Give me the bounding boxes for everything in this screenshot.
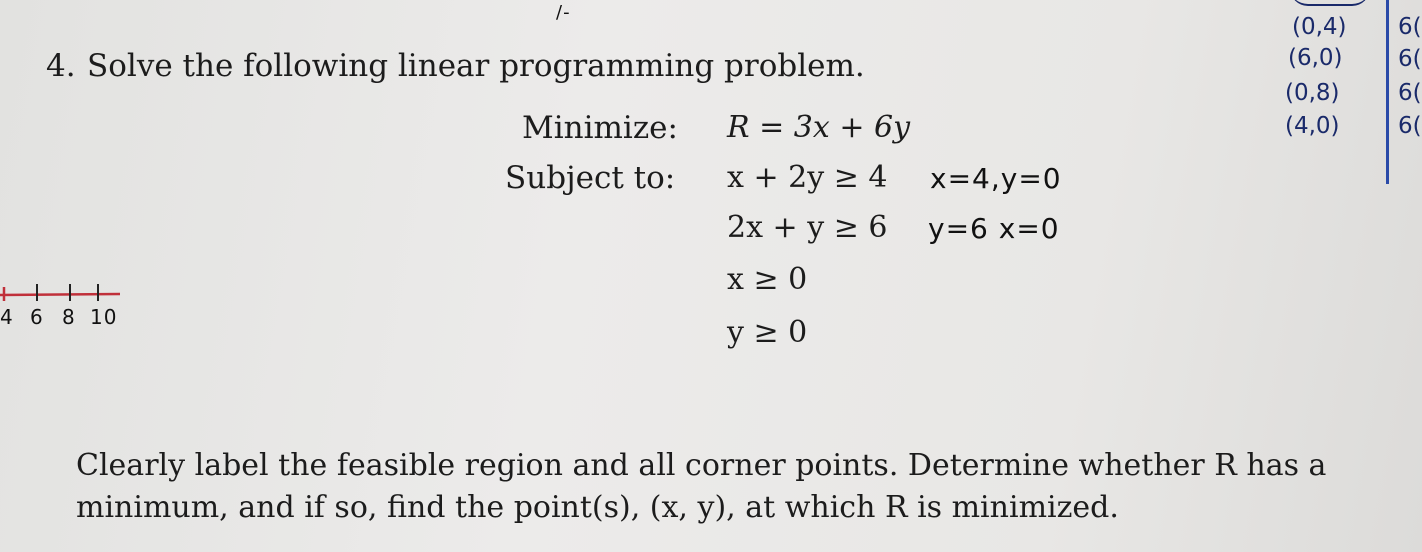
handwritten-partial-1: 6( (1398, 14, 1422, 40)
handwritten-cut-top (1290, 0, 1370, 6)
constraint-2: 2x + y ≥ 6 (727, 210, 888, 245)
subject-to-label: Subject to: (505, 160, 676, 196)
handwritten-partial-4: 6( (1398, 113, 1422, 139)
constraint-3: x ≥ 0 (727, 262, 808, 297)
handwritten-note-intercepts-1: x=4,y=0 (930, 162, 1062, 195)
problem-title: Solve the following linear programming problem. (87, 48, 865, 84)
instructions-line-2: minimum, and if so, find the point(s), (x, y), at which R is minimized. (76, 490, 1119, 525)
axis-number-10: 10 (90, 305, 118, 329)
handwritten-partial-3: 6( (1398, 80, 1422, 106)
handwritten-point-4: (4,0) (1285, 113, 1340, 139)
handwritten-point-1: (0,4) (1292, 14, 1347, 40)
minimize-label: Minimize: (522, 110, 678, 146)
axis-number-6: 6 (30, 305, 44, 329)
handwritten-partial-2: 6( (1398, 46, 1422, 72)
axis-number-8: 8 (62, 305, 76, 329)
handwritten-point-2: (6,0) (1288, 45, 1343, 71)
axis-number-4: 4 (0, 305, 14, 329)
stray-pen-mark: /- (556, 2, 571, 23)
handwritten-note-intercepts-2: y=6 x=0 (928, 212, 1060, 245)
problem-number: 4. (46, 48, 76, 84)
instructions-line-1: Clearly label the feasible region and all corner points. Determine whether R has a (76, 448, 1327, 483)
handwritten-number-line (0, 278, 130, 308)
constraint-4: y ≥ 0 (727, 315, 808, 350)
handwritten-point-3: (0,8) (1285, 80, 1340, 106)
objective-function: R = 3x + 6y (727, 110, 911, 145)
handwritten-divider-line (1386, 0, 1389, 184)
constraint-1: x + 2y ≥ 4 (727, 160, 888, 195)
